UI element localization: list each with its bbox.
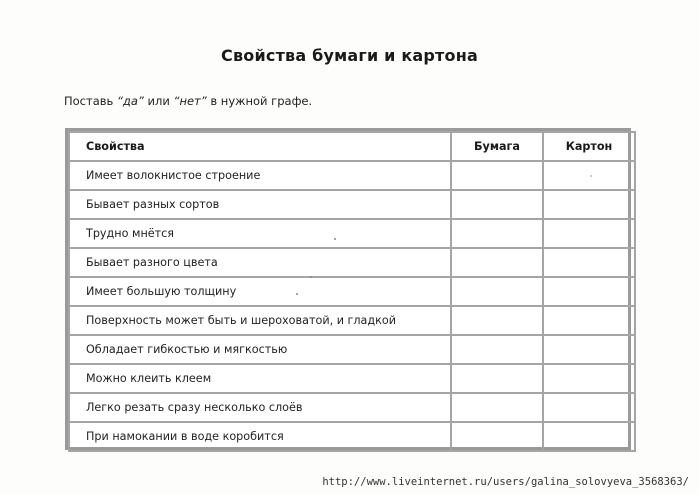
page-title: Свойства бумаги и картона xyxy=(221,46,478,65)
scan-speck xyxy=(296,293,298,295)
table-row xyxy=(69,364,635,393)
table-row xyxy=(69,306,635,335)
instruction-text xyxy=(64,94,312,108)
cardboard-answer-cell[interactable] xyxy=(543,277,635,306)
paper-answer-cell[interactable] xyxy=(451,248,543,277)
cardboard-answer-cell[interactable] xyxy=(543,219,635,248)
property-cell: Имеет большую толщину xyxy=(69,277,451,306)
cardboard-answer-cell[interactable] xyxy=(543,335,635,364)
property-cell: Можно клеить клеем xyxy=(69,364,451,393)
table-row xyxy=(69,393,635,422)
instruction-no: “нет” xyxy=(173,94,207,108)
scan-speck xyxy=(334,238,336,240)
instruction-middle: или xyxy=(143,94,174,108)
instruction-prefix: Поставь xyxy=(64,94,117,108)
header-cardboard: Картон xyxy=(543,132,635,161)
source-watermark-link[interactable]: http://www.liveinternet.ru/users/galina_solovyeva_3568363/ xyxy=(322,476,689,488)
property-cell: Трудно мнётся xyxy=(69,219,451,248)
paper-answer-cell[interactable] xyxy=(451,277,543,306)
table-header-row xyxy=(69,132,635,161)
property-cell: При намокании в воде коробится xyxy=(69,422,451,451)
paper-answer-cell[interactable] xyxy=(451,335,543,364)
paper-answer-cell[interactable] xyxy=(451,190,543,219)
property-cell: Бывает разных сортов xyxy=(69,190,451,219)
table-row xyxy=(69,161,635,190)
paper-answer-cell[interactable] xyxy=(451,161,543,190)
paper-answer-cell[interactable] xyxy=(451,219,543,248)
property-cell: Легко резать сразу несколько слоёв xyxy=(69,393,451,422)
cardboard-answer-cell[interactable] xyxy=(543,422,635,451)
paper-answer-cell[interactable] xyxy=(451,393,543,422)
cardboard-answer-cell[interactable] xyxy=(543,161,635,190)
property-cell: Имеет волокнистое строение xyxy=(69,161,451,190)
paper-answer-cell[interactable] xyxy=(451,422,543,451)
property-cell: Поверхность может быть и шероховатой, и гладкой xyxy=(69,306,451,335)
cardboard-answer-cell[interactable] xyxy=(543,393,635,422)
paper-answer-cell[interactable] xyxy=(451,306,543,335)
cardboard-answer-cell[interactable] xyxy=(543,306,635,335)
table-row xyxy=(69,190,635,219)
property-cell: Обладает гибкостью и мягкостью xyxy=(69,335,451,364)
header-properties: Свойства xyxy=(69,132,451,161)
table-row xyxy=(69,248,635,277)
table-row xyxy=(69,335,635,364)
table-row xyxy=(69,422,635,451)
instruction-yes: “да” xyxy=(116,94,144,108)
instruction-suffix: в нужной графе. xyxy=(206,94,313,108)
table-row xyxy=(69,277,635,306)
header-paper: Бумага xyxy=(451,132,543,161)
table-row xyxy=(69,219,635,248)
properties-table xyxy=(65,128,631,450)
scan-speck xyxy=(310,276,312,278)
paper-answer-cell[interactable] xyxy=(451,364,543,393)
cardboard-answer-cell[interactable] xyxy=(543,248,635,277)
scan-speck xyxy=(590,175,592,177)
cardboard-answer-cell[interactable] xyxy=(543,190,635,219)
cardboard-answer-cell[interactable] xyxy=(543,364,635,393)
property-cell: Бывает разного цвета xyxy=(69,248,451,277)
